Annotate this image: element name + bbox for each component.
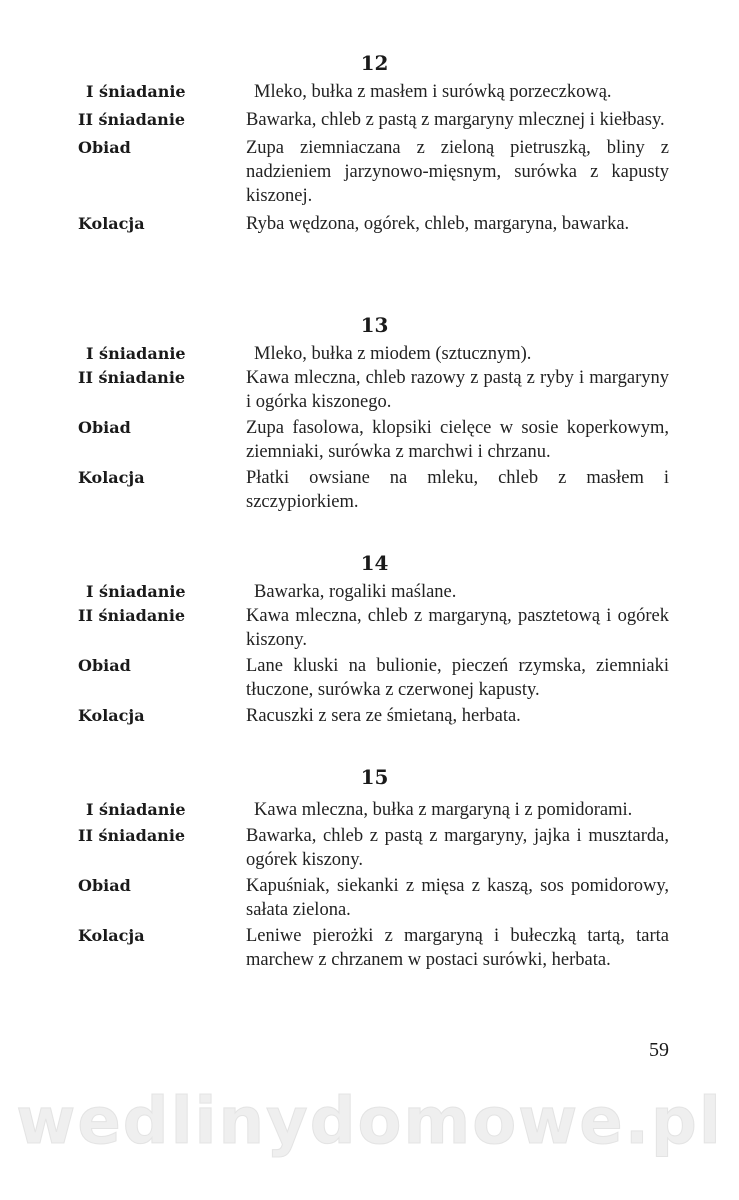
meal-label: II śniadanie: [78, 368, 186, 387]
day-number: 13: [360, 313, 389, 337]
meal-label: Kolacja: [78, 214, 145, 233]
meal-row: [0, 798, 739, 822]
page-number: 59: [649, 1039, 669, 1061]
watermark: wedlinydomowe.pl: [16, 1085, 723, 1159]
meal-label: Kolacja: [78, 926, 145, 945]
meal-description: Kapuśniak, siekanki z mięsa z kaszą, sos pomidorowy, sałata zielona.: [246, 876, 669, 920]
meal-label: Kolacja: [78, 468, 145, 487]
meal-label: I śniadanie: [86, 582, 186, 601]
meal-row: [0, 874, 739, 922]
meal-row: [0, 212, 739, 236]
meal-description: Racuszki z sera ze śmietaną, herbata.: [246, 706, 521, 726]
meal-description: Płatki owsiane na mleku, chleb z masłem i szczypiorkiem.: [246, 468, 669, 512]
day-12-menu: [0, 50, 739, 236]
meal-row: [0, 824, 739, 872]
meal-description: Lane kluski na bulionie, pieczeń rzymska, ziemniaki tłuczone, surówka z czerwonej kapusty.: [246, 656, 669, 700]
meal-label: Obiad: [78, 418, 131, 437]
meal-label: I śniadanie: [86, 82, 186, 101]
meal-description: Bawarka, chleb z pastą z margaryny, jajka i musztarda, ogórek kiszony.: [246, 826, 669, 870]
meal-row: [0, 580, 739, 604]
meal-label: II śniadanie: [78, 110, 186, 129]
meal-description: Bawarka, chleb z pastą z margaryny mlecznej i kiełbasy.: [246, 110, 665, 130]
meal-row: [0, 654, 739, 702]
meal-description: Kawa mleczna, chleb razowy z pastą z ryby i margaryny i ogórka kiszonego.: [246, 368, 669, 412]
meal-row: [0, 466, 739, 514]
meal-description: Ryba wędzona, ogórek, chleb, margaryna, bawarka.: [246, 214, 630, 234]
meal-row: [0, 366, 739, 414]
meal-label: Obiad: [78, 138, 131, 157]
day-number: 14: [360, 551, 389, 575]
meal-row: [0, 80, 739, 104]
meal-description: Kawa mleczna, chleb z margaryną, pasztetową i ogórek kiszony.: [246, 606, 669, 650]
meal-row: [0, 924, 739, 972]
meal-description: Zupa fasolowa, klopsiki cielęce w sosie koperkowym, ziemniaki, surówka z marchwi i chrzanu.: [246, 418, 669, 462]
meal-row: [0, 604, 739, 652]
meal-label: II śniadanie: [78, 826, 186, 845]
meal-row: [0, 108, 739, 132]
meal-label: I śniadanie: [86, 800, 186, 819]
day-number: 12: [360, 51, 389, 75]
meal-label: II śniadanie: [78, 606, 186, 625]
meal-label: I śniadanie: [86, 344, 186, 363]
meal-row: [0, 416, 739, 464]
meal-label: Obiad: [78, 876, 131, 895]
meal-description: Zupa ziemniaczana z zieloną pietruszką, bliny z nadzieniem jarzynowo-mięsnym, surówka z kapusty kiszonej.: [246, 138, 669, 206]
meal-row: [0, 136, 739, 208]
meal-label: Kolacja: [78, 706, 145, 725]
meal-description: Kawa mleczna, bułka z margaryną i z pomidorami.: [254, 800, 633, 820]
meal-description: Mleko, bułka z masłem i surówką porzeczkową.: [254, 82, 612, 102]
day-number: 15: [360, 765, 389, 789]
meal-row: [0, 704, 739, 728]
day-14-menu: [0, 550, 739, 728]
meal-description: Bawarka, rogaliki maślane.: [254, 582, 457, 602]
day-13-menu: [0, 312, 739, 514]
meal-label: Obiad: [78, 656, 131, 675]
day-15-menu: [0, 764, 739, 972]
meal-row: [0, 342, 739, 366]
meal-description: Leniwe pierożki z margaryną i bułeczką tartą, tarta marchew z chrzanem w postaci surówki, herbata.: [246, 926, 669, 970]
meal-description: Mleko, bułka z miodem (sztucznym).: [254, 344, 532, 364]
